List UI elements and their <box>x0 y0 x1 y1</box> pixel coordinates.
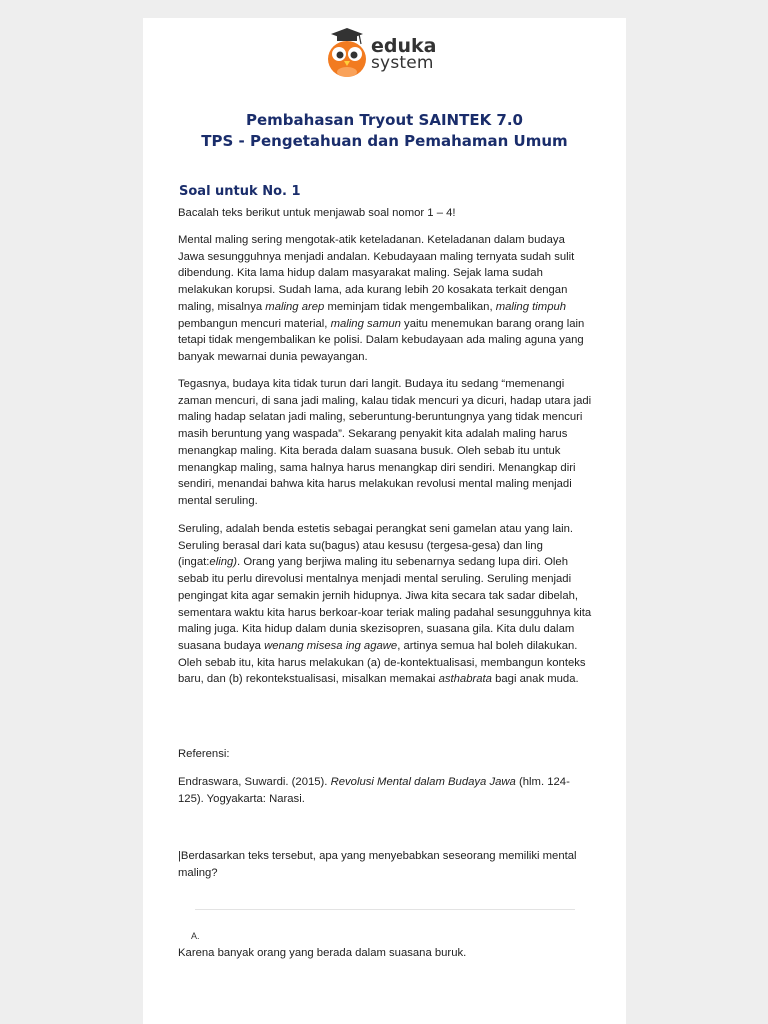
title-line-2: TPS - Pengetahuan dan Pemahaman Umum <box>201 132 568 150</box>
logo-word-eduka: eduka <box>371 35 437 57</box>
passage-paragraph-2: Tegasnya, budaya kita tidak turun dari langit. Budaya itu sedang “memenangi zaman mencuri, di sana jadi maling, kalau tidak mencuri ya dicuri, hadap utara jadi maling hadap selatan jadi maling, seberuntung-beruntungnya yang tidak mencuri masih beruntung yang waspada”. Sekarang penyakit kita adalah maling harus menangkap maling. Kita berada dalam suasana busuk. Oleh sebab itu untuk menangkap maling, sama halnya harus menangkap diri sendiri. Menangkap diri sendiri, menandai bahwa kita harus melakukan revolusi mental maling menjadi mental seruling. <box>178 378 592 507</box>
reading-instruction: Bacalah teks berikut untuk menjawab soal nomor 1 – 4! <box>178 207 456 219</box>
reference-label: Referensi: <box>178 748 230 760</box>
reference-citation: Endraswara, Suwardi. (2015). Revolusi Mental dalam Budaya Jawa (hlm. 124-125). Yogyakarta: Narasi. <box>178 776 570 805</box>
option-a-text[interactable]: Karena banyak orang yang berada dalam suasana buruk. <box>178 947 467 959</box>
eduka-system-logo <box>325 28 455 80</box>
logo-word-system: system <box>371 53 434 73</box>
section-title: Soal untuk No. 1 <box>179 184 301 199</box>
option-a-letter[interactable]: A. <box>191 931 200 941</box>
title-line-1: Pembahasan Tryout SAINTEK 7.0 <box>246 111 523 129</box>
passage-paragraph-1: Mental maling sering mengotak-atik keteladanan. Keteladanan dalam budaya Jawa sesungguhnya menjadi andalan. Kebudayaan maling ternyata sudah sulit dibendung. Kita lama hidup dalam masyarakat maling. Sejak lama sudah melakukan korupsi. Sudah lama, ada kurang lebih 20 kosakata terkait dengan maling, misalnya maling arep meminjam tidak mengembalikan, maling timpuh pembangun mencuri material, maling samun yaitu menemukan barang orang lain tetapi tidak mengembalikan ke polisi. Dalam kebudayaan ada maling aguna yang banyak mewarnai dunia pewayangan. <box>178 234 585 363</box>
page-title <box>143 110 626 152</box>
document-page <box>143 18 626 1024</box>
owl-graduation-cap-icon <box>325 28 369 78</box>
question-text: |Berdasarkan teks tersebut, apa yang menyebabkan seseorang memiliki mental maling? <box>178 850 577 879</box>
passage-paragraph-3: Seruling, adalah benda estetis sebagai perangkat seni gamelan atau yang lain. Seruling berasal dari kata su(bagus) atau kesusu (tergesa-gesa) dan ling (ingat:eling). Orang yang berjiwa maling itu sebenarnya sedang lupa diri. Oleh sebab itu perlu direvolusi mentalnya menjadi mental seruling. Seruling menjadi pengingat kita agar semakin jernih hidupnya. Jiwa kita secara tak sadar dibelah, sementara waktu kita harus berkoar-koar teriak maling padahal sesungguhnya kita maling juga. Kita hidup dalam dunia skezisopren, suasana gila. Kita dulu dalam suasana budaya wenang misesa ing agawe, artinya semua hal boleh dilakukan. Oleh sebab itu, kita harus melakukan (a) de-kontektualisasi, membangun konteks baru, dan (b) rekontekstualisasi, misalkan memakai asthabrata bagi anak muda. <box>178 523 592 686</box>
divider <box>195 909 575 910</box>
logo-wordmark <box>371 35 437 73</box>
